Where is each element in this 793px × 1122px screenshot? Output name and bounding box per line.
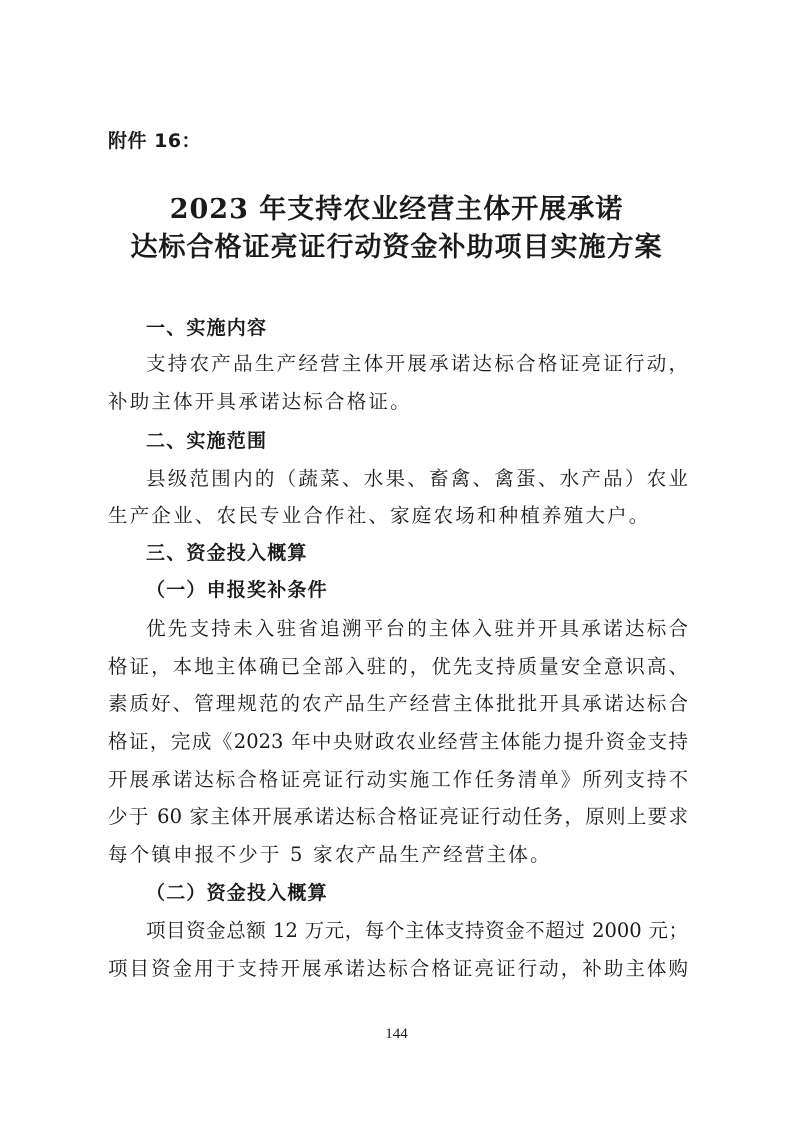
paragraph-line: 开展承诺达标合格证亮证行动实施工作任务清单》所列支持不 <box>108 768 688 791</box>
paragraph-line: 素质好、管理规范的农产品生产经营主体批批开具承诺达标合 <box>108 692 688 715</box>
paragraph-line: 生产企业、农民专业合作社、家庭农场和种植养殖大户。 <box>108 504 651 527</box>
section-heading-scope: 二、实施范围 <box>146 430 268 452</box>
paragraph-line: 支持农产品生产经营主体开展承诺达标合格证亮证行动， <box>146 352 688 375</box>
subsection-heading-budget: （二）资金投入概算 <box>146 882 328 904</box>
section-heading-budget: 三、资金投入概算 <box>146 542 308 564</box>
paragraph-line: 项目资金用于支持开展承诺达标合格证亮证行动，补助主体购 <box>108 957 688 980</box>
document-title-line-2: 达标合格证亮证行动资金补助项目实施方案 <box>130 232 663 263</box>
paragraph-line: 格证，完成《2023 年中央财政农业经营主体能力提升资金支持 <box>108 730 688 753</box>
document-title-line-1: 2023 年支持农业经营主体开展承诺 <box>169 194 624 225</box>
page-number: 144 <box>385 1026 408 1042</box>
paragraph-line: 少于 60 家主体开展承诺达标合格证亮证行动任务，原则上要求 <box>108 805 688 828</box>
paragraph-line: 每个镇申报不少于 5 家农产品生产经营主体。 <box>108 843 552 866</box>
paragraph-line: 县级范围内的（蔬菜、水果、畜禽、禽蛋、水产品）农业 <box>146 467 688 490</box>
attachment-label: 附件 16： <box>108 130 202 152</box>
paragraph-line: 补助主体开具承诺达标合格证。 <box>108 390 412 413</box>
paragraph-line: 优先支持未入驻省追溯平台的主体入驻并开具承诺达标合 <box>146 617 688 640</box>
paragraph-line: 项目资金总额 12 万元，每个主体支持资金不超过 2000 元； <box>146 919 688 942</box>
subsection-heading-conditions: （一）申报奖补条件 <box>146 579 328 601</box>
paragraph-line: 格证，本地主体确已全部入驻的，优先支持质量安全意识高、 <box>108 655 688 678</box>
section-heading-content: 一、实施内容 <box>146 317 268 339</box>
